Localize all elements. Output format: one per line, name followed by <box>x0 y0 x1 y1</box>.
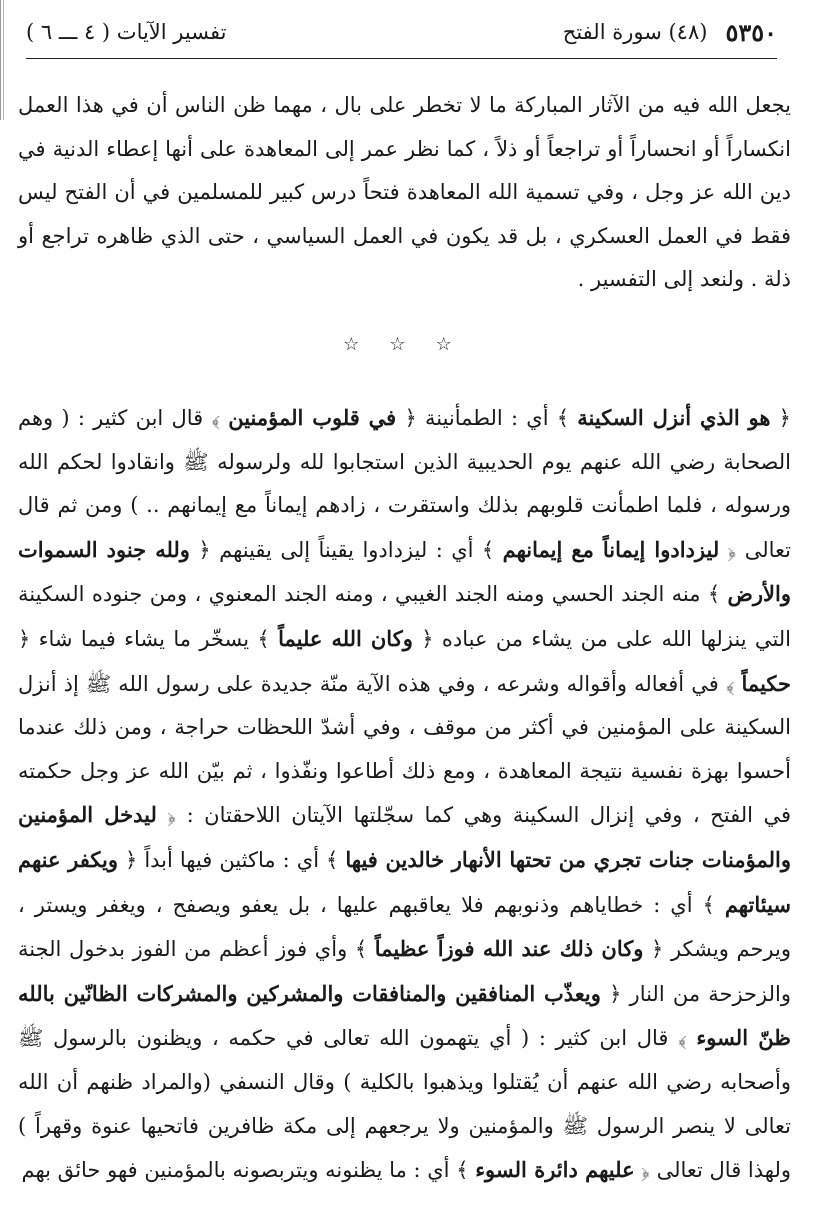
commentary-text: ﴾ يسخّر ما يشاء فيما شاء ﴿ <box>18 626 279 651</box>
commentary-text: ﴾ أي : ما يظنونه ويتربصونه بالمؤمنين فهو حائق بهم <box>21 1158 476 1183</box>
commentary-text: ﴾ وأي فوز أعظم من الفوز بدخول الجنة والزحزحة من النار ﴿ <box>18 937 791 1006</box>
page-header <box>26 12 777 52</box>
quran-verse: ليزدادوا إيماناً مع إيمانهم <box>502 536 720 562</box>
page-edge-mark <box>0 0 5 120</box>
quran-verse: ليدخل المؤمنين والمؤمنات جنات تجري من تحتها الأنهار خالدين فيها <box>18 802 792 872</box>
paragraph-1: يجعل الله فيه من الآثار المباركة ما لا تخطر على بال ، مهما ظن الناس أن في هذا العمل انكساراً أو انحساراً أو تراجعاً أو ذلاً ، كما نظر عمر إلى المعاهدة على أنها إعطاء الدنية في دين الله عز وجل ، وفي تسمية الله المعاهدة فتحاً درس كبير للمسلمين في أن الفتح ليس فقط في العمل العسكري ، بل قد يكون في العمل السياسي ، حتى الذي ظاهره تراجع أو ذلة . ولنعد إلى التفسير . <box>18 93 791 292</box>
bracket-open: ﴿ <box>770 406 791 430</box>
commentary-text: ﴾ قال ابن كثير : ( أي يتهمون الله تعالى في حكمه ، ويظنون بالرسول ﷺ وأصحابه رضي الله عنهم أن يُقتلوا ويذهبوا بالكلية ) وقال النسفي (والمراد ظنهم أن الله تعالى لا ينصر الرسول ﷺ والمؤمنين ولا يرجعهم إلى مكة ظافرين فاتحيها عنوة وقهراً ) ولهذا قال تعالى ﴿ <box>18 1026 791 1183</box>
commentary-text: ﴾ أي : الطمأنينة ﴿ <box>396 406 578 430</box>
paragraph-2 <box>18 396 791 1193</box>
page-number: ٥٣٥٠ <box>725 17 777 47</box>
quran-verse: في قلوب المؤمنين <box>228 405 397 430</box>
quran-verse: وكان الله عليماً <box>278 625 413 651</box>
quran-verse: عليهم دائرة السوء <box>475 1157 635 1183</box>
quran-verse: حكيماً <box>741 670 791 696</box>
commentary-text: ﴾ منه الجند الحسي ومنه الجند الغيبي ، ومنه الجند المعنوي ، ومن جنوده السكينة التي ينزلها الله على من يشاء من عباده ﴿ <box>18 582 792 651</box>
star-icon: ☆ <box>343 334 390 355</box>
quran-verse: ويعذّب المنافقين والمنافقات والمشركين والمشركات الظانّين بالله ظنّ السوء <box>18 980 792 1051</box>
quran-verse: ويكفر عنهم سيئاتهم <box>18 846 791 917</box>
star-icon: ☆ <box>389 334 436 355</box>
quran-verse: وكان ذلك عند الله فوزاً عظيماً <box>374 936 644 962</box>
commentary-text: ﴾ أي : ليزدادوا يقيناً إلى يقينهم ﴿ <box>189 537 503 562</box>
surah-title: (٤٨) سورة الفتح <box>562 20 708 44</box>
section-separator <box>0 334 825 355</box>
commentary-text: ﴾ أي : ماكثين فيها أبداً ﴿ <box>117 847 346 872</box>
header-divider <box>26 58 777 59</box>
header-right-group <box>563 18 777 47</box>
section-title: تفسير الآيات ( ٤ ـــ ٦ ) <box>26 20 227 44</box>
quran-verse: ولله جنود السموات والأرض <box>18 536 791 607</box>
commentary-text: ﴾ أي : خطاياهم وذنوبهم فلا يعاقبهم عليها ، بل يعفو ويصفح ، ويغفر ويستر ، ويرحم ويشكر ﴿ <box>18 892 792 962</box>
commentary-text: ﴾ في أفعاله وأقواله وشرعه ، وفي هذه الآية منّة جديدة على رسول الله ﷺ إذ أنزل السكينة على المؤمنين في أكثر من موقف ، وفي أشدّ اللحظات حراجة ، ومن ذلك عندما أحسوا بهزة نفسية نتيجة المعاهدة ، ومع ذلك أطاعوا ونفّذوا ، ثم بيّن الله عز وجل حكمته في الفتح ، وفي إنزال السكينة وهي كما سجّلتها الآيتان اللاحقتان : ﴿ <box>18 671 791 828</box>
commentary-text: ﴾ قال ابن كثير : ( وهم الصحابة رضي الله عنهم يوم الحديبية الذين استجابوا لله ولرسوله ﷺ وانقادوا لحكم الله ورسوله ، فلما اطمأنت قلوبهم بذلك واستقرت ، زادهم إيماناً مع إيمانهم .. ) ومن ثم قال تعالى ﴿ <box>18 406 792 562</box>
quran-verse: هو الذي أنزل السكينة <box>577 405 771 430</box>
star-icon: ☆ <box>435 334 482 355</box>
